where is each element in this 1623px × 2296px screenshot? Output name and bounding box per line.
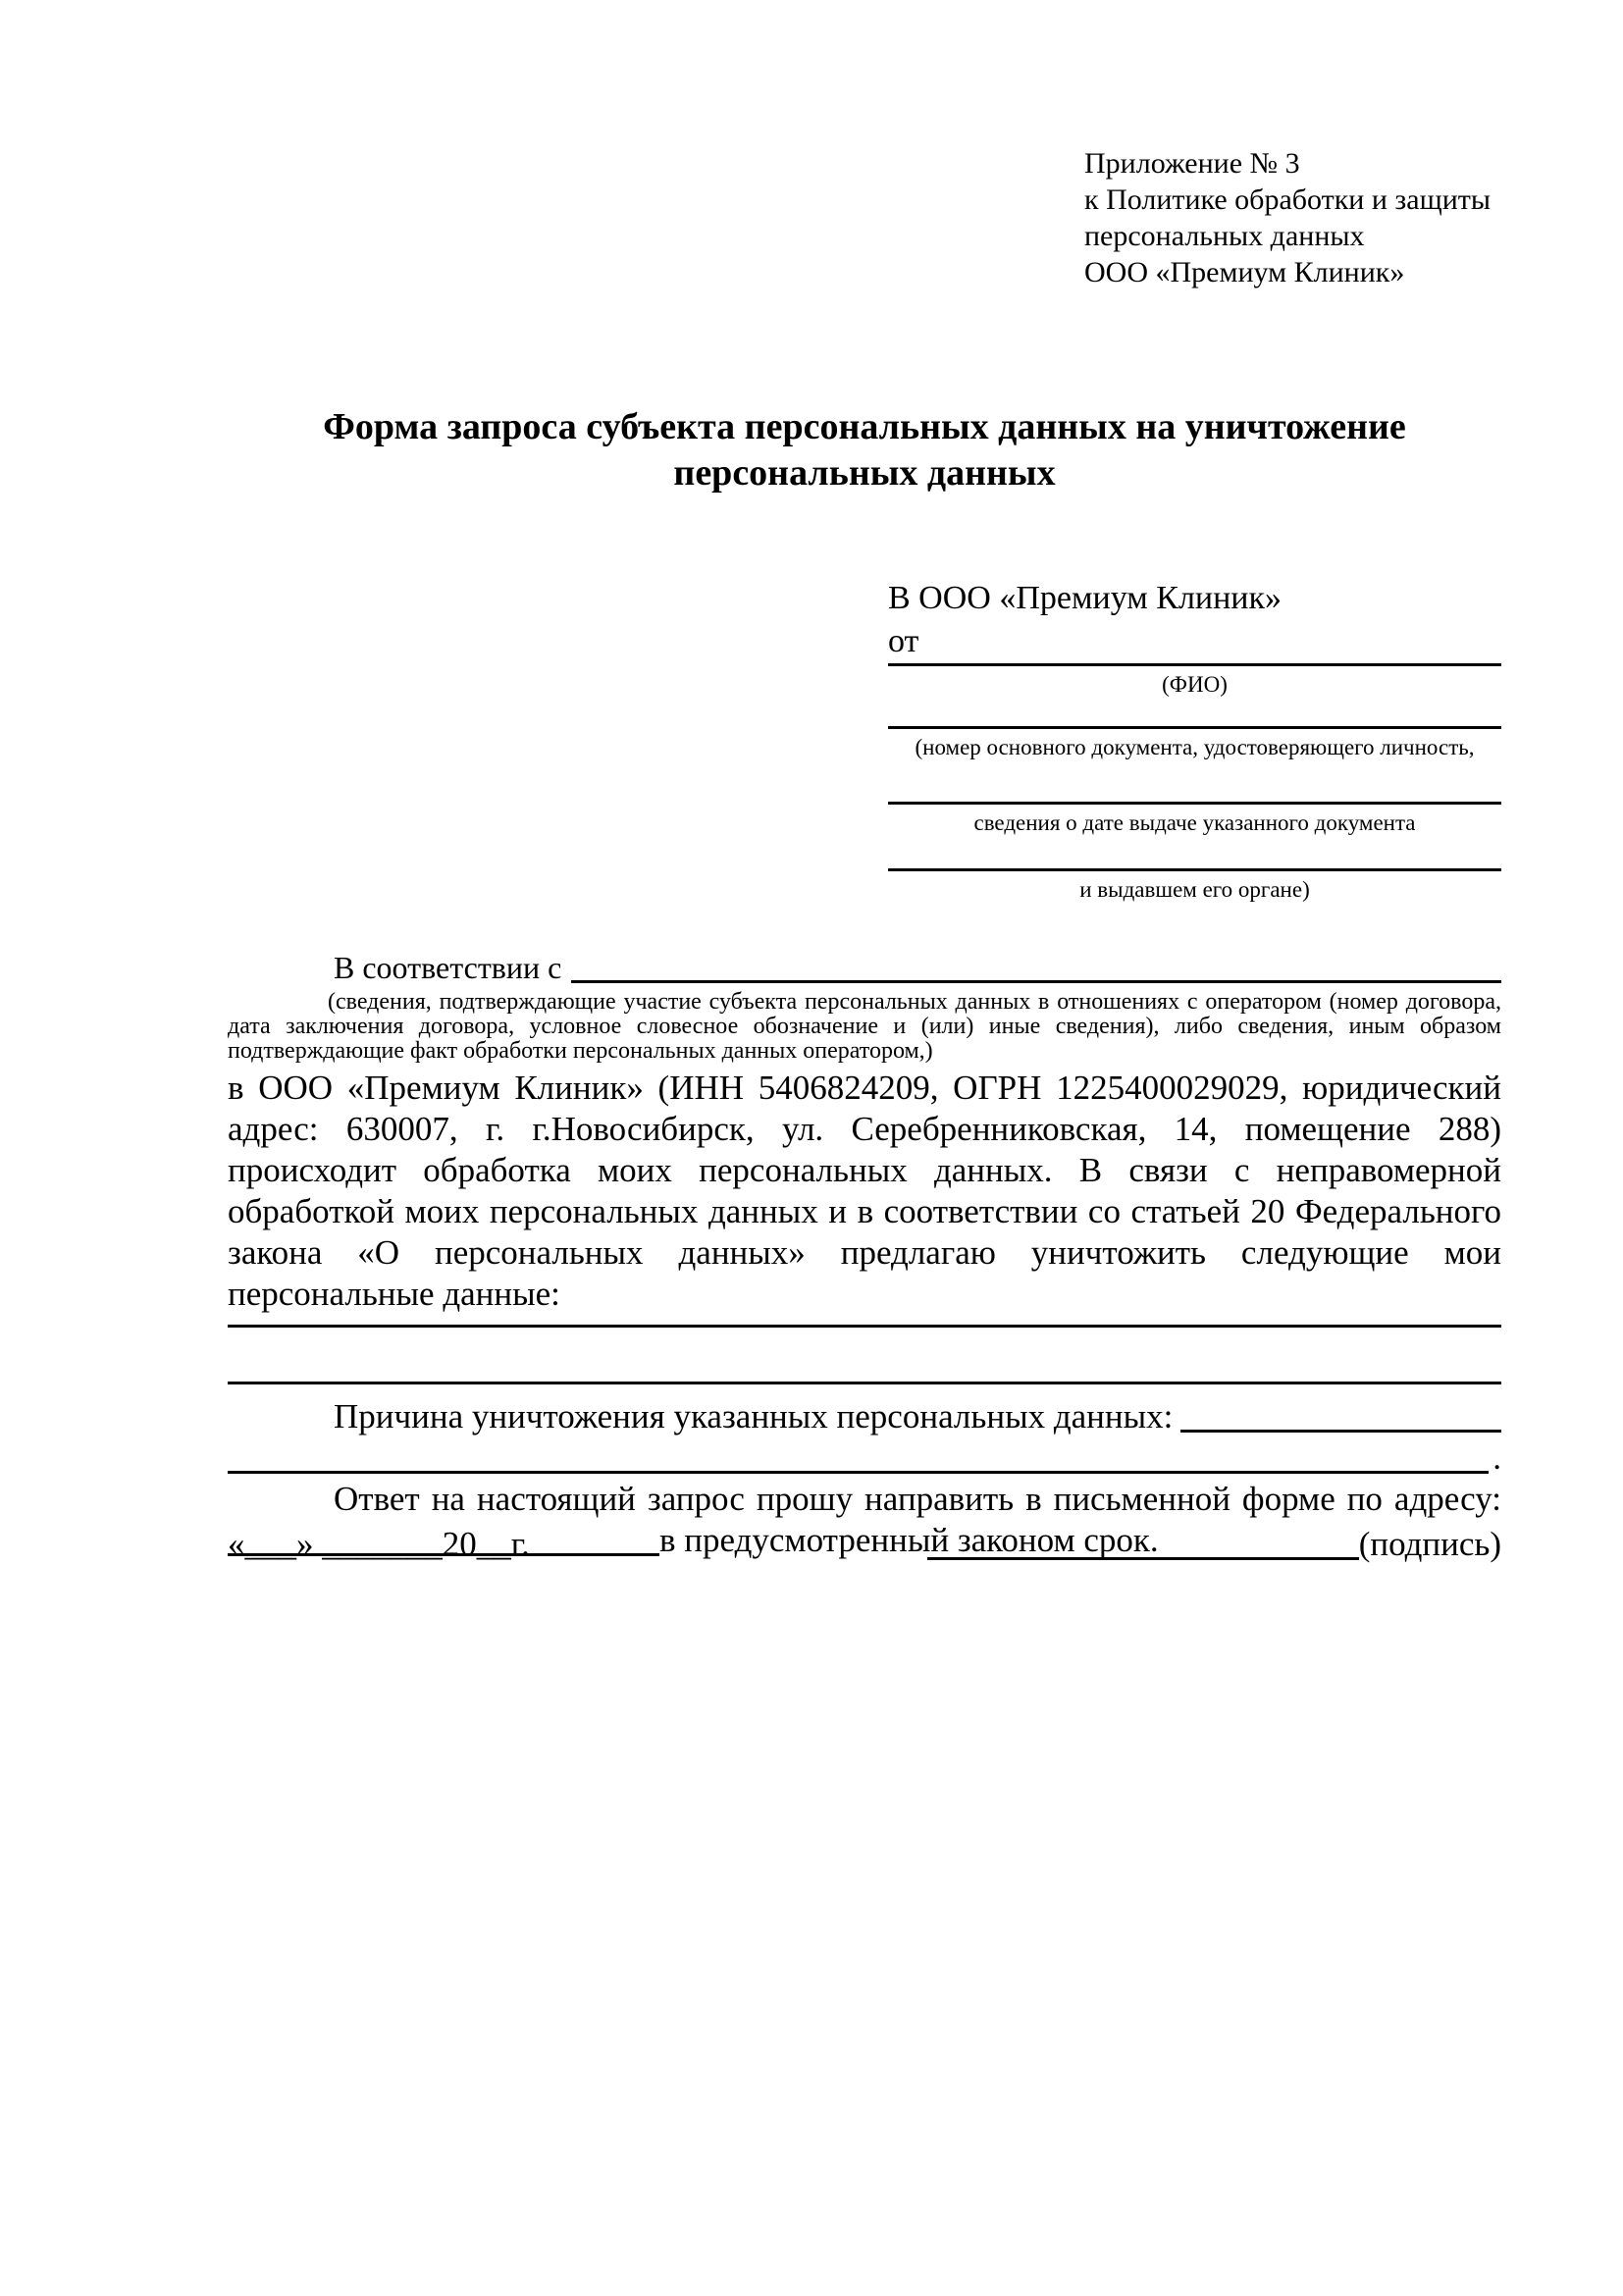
fill-line-personal-data-2 [228,1382,1501,1384]
caption-document-number: (номер основного документа, удостоверяющего личность, [915,735,1475,759]
fill-line-issue-date [888,802,1501,805]
field-fio [888,663,1501,698]
field-document-number [888,726,1501,760]
response-suffix: в предусмотренный законом срок. [659,1521,1159,1559]
header-line: ООО «Премиум Клиник» [1084,256,1405,288]
reason-row [228,1396,1501,1437]
header-line: к Политике обработки и защиты [1084,183,1492,216]
date-placeholder: «___» _______20__г. [228,1525,530,1563]
fill-line-accordance [571,980,1501,983]
reason-continuation-row [228,1437,1501,1479]
fill-line-signature [927,1557,1359,1560]
accordance-row [228,947,1501,988]
line-terminator: . [1492,1438,1501,1477]
accordance-note: (сведения, подтверждающие участие субъекта персональных данных в отношениях с оператором (номер договора, дата заключения договора, условное словесное обозначение и (или) иные сведения), либо сведения, иным образом подтверждающие факт обработки персональных данных оператором,) [228,989,1501,1064]
addressee-block [888,577,1501,903]
fill-line-document-number [888,726,1501,729]
fill-line-reason-continued [228,1471,1489,1474]
addressee-organization: В ООО «Премиум Клиник» [888,580,1283,616]
body-block [228,947,1501,1561]
appendix-header [1084,145,1491,290]
header-line: Приложение № 3 [1084,147,1300,180]
caption-fio: (ФИО) [1162,672,1228,697]
fill-line-personal-data-1 [228,1325,1501,1328]
form-title: Форма запроса субъекта персональных данных на уничтожение персональных данных [323,406,1406,494]
main-paragraph: в ООО «Премиум Клиник» (ИНН 5406824209, ОГРН 1225400029029, юридический адрес: 630007, г. г.Новосибирск, ул. Серебренниковская, 14, помещение 288) происходит обработка моих персональных данных. В связи с неправомерной обработкой моих персональных данных и в соответствии со статьей 20 Федерального закона «О персональных данных» предлагаю уничтожить следующие мои персональные данные: [228,1069,1501,1313]
footer-row [228,1523,1501,1566]
header-line: персональных данных [1084,220,1365,252]
signature-group [927,1523,1501,1566]
fill-line-reason [1180,1430,1501,1433]
response-request: Ответ на настоящий запрос прошу направить в письменной форме по адресу: [334,1480,1501,1518]
field-issue-date [888,802,1501,836]
caption-issuing-authority: и выдавшем его органе) [1079,877,1310,902]
fill-line-issuing-authority [888,868,1501,871]
caption-issue-date: сведения о дате выдаче указанного документа [973,810,1416,835]
field-issuing-authority [888,868,1501,903]
signature-caption: (подпись) [1358,1525,1501,1563]
fill-line-fio [888,663,1501,666]
accordance-prefix: В соответствии с [334,950,562,985]
from-label: от [888,623,919,659]
reason-label: Причина уничтожения указанных персональных данных: [334,1397,1174,1435]
